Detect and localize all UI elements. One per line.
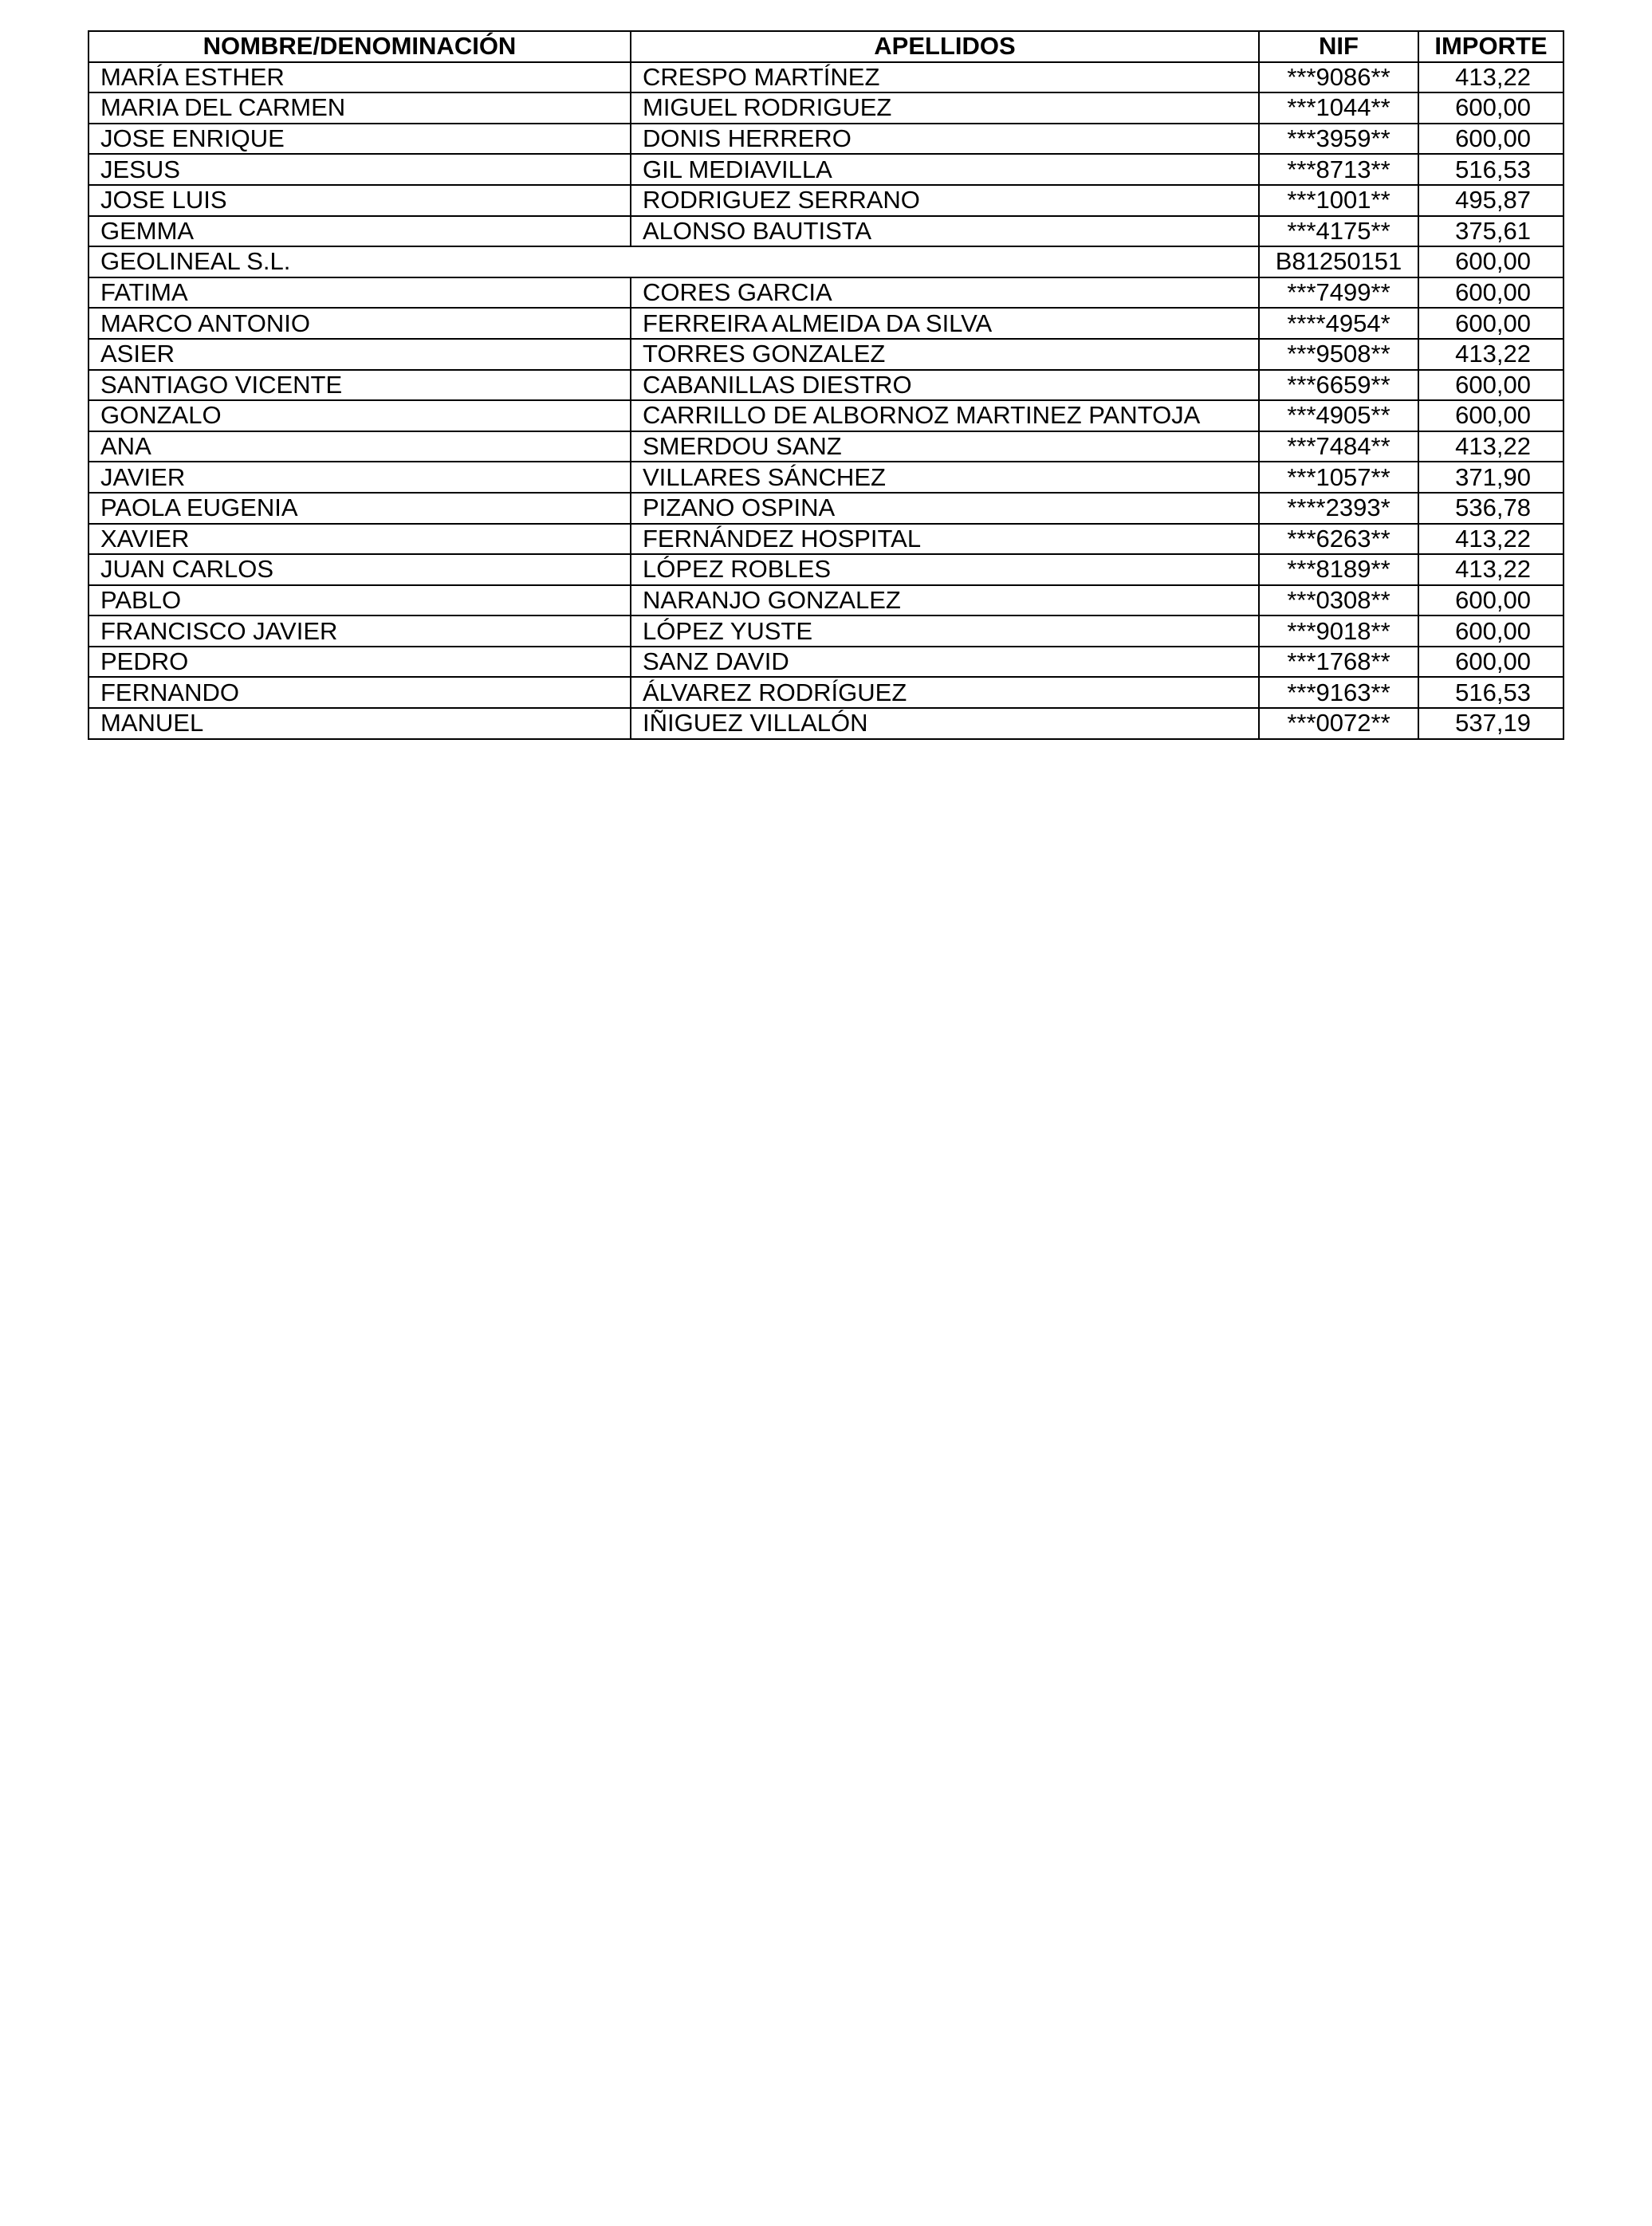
cell-nombre: JOSE ENRIQUE [88, 124, 631, 155]
cell-nombre: PAOLA EUGENIA [88, 493, 631, 524]
cell-apellidos: FERREIRA ALMEIDA DA SILVA [631, 308, 1259, 339]
table-row [88, 246, 1564, 277]
cell-nombre: FRANCISCO JAVIER [88, 615, 631, 647]
cell-apellidos: CABANILLAS DIESTRO [631, 370, 1259, 401]
cell-nif: ****4954* [1259, 308, 1418, 339]
cell-importe: 413,22 [1418, 554, 1564, 585]
cell-apellidos: IÑIGUEZ VILLALÓN [631, 708, 1259, 739]
table-header-row [88, 31, 1564, 62]
cell-importe: 413,22 [1418, 431, 1564, 462]
cell-apellidos: SANZ DAVID [631, 647, 1259, 678]
table-row [88, 124, 1564, 155]
cell-apellidos: CORES GARCIA [631, 277, 1259, 309]
table-row [88, 554, 1564, 585]
table-row [88, 462, 1564, 493]
table-row [88, 216, 1564, 247]
cell-importe: 600,00 [1418, 124, 1564, 155]
cell-nombre: FERNANDO [88, 677, 631, 708]
cell-importe: 495,87 [1418, 185, 1564, 216]
cell-nif: B81250151 [1259, 246, 1418, 277]
cell-apellidos: TORRES GONZALEZ [631, 339, 1259, 370]
cell-nombre: JESUS [88, 154, 631, 185]
header-apellidos: APELLIDOS [631, 31, 1259, 62]
table-row [88, 585, 1564, 616]
cell-apellidos: FERNÁNDEZ HOSPITAL [631, 524, 1259, 555]
cell-importe: 375,61 [1418, 216, 1564, 247]
cell-nif: ***8713** [1259, 154, 1418, 185]
cell-importe: 536,78 [1418, 493, 1564, 524]
cell-nombre: XAVIER [88, 524, 631, 555]
cell-nombre: PEDRO [88, 647, 631, 678]
beneficiaries-table [88, 30, 1564, 740]
cell-nif: ***7484** [1259, 431, 1418, 462]
cell-nombre: JUAN CARLOS [88, 554, 631, 585]
table-row [88, 370, 1564, 401]
cell-nif: ***7499** [1259, 277, 1418, 309]
table-row [88, 308, 1564, 339]
cell-apellidos: VILLARES SÁNCHEZ [631, 462, 1259, 493]
table-row [88, 677, 1564, 708]
cell-importe: 413,22 [1418, 339, 1564, 370]
cell-apellidos: RODRIGUEZ SERRANO [631, 185, 1259, 216]
cell-nif: ***0072** [1259, 708, 1418, 739]
cell-apellidos: GIL MEDIAVILLA [631, 154, 1259, 185]
cell-apellidos: CARRILLO DE ALBORNOZ MARTINEZ PANTOJA [631, 400, 1259, 431]
cell-apellidos: LÓPEZ YUSTE [631, 615, 1259, 647]
cell-nif: ***6263** [1259, 524, 1418, 555]
cell-importe: 600,00 [1418, 647, 1564, 678]
cell-nombre: GONZALO [88, 400, 631, 431]
cell-importe: 516,53 [1418, 677, 1564, 708]
cell-importe: 600,00 [1418, 370, 1564, 401]
cell-nombre: SANTIAGO VICENTE [88, 370, 631, 401]
cell-apellidos: LÓPEZ ROBLES [631, 554, 1259, 585]
cell-nif: ***6659** [1259, 370, 1418, 401]
header-nif: NIF [1259, 31, 1418, 62]
cell-importe: 516,53 [1418, 154, 1564, 185]
cell-importe: 600,00 [1418, 585, 1564, 616]
cell-nif: ***4905** [1259, 400, 1418, 431]
table-row [88, 615, 1564, 647]
cell-importe: 600,00 [1418, 277, 1564, 309]
cell-nombre: PABLO [88, 585, 631, 616]
cell-importe: 600,00 [1418, 246, 1564, 277]
cell-apellidos: CRESPO MARTÍNEZ [631, 62, 1259, 93]
cell-importe: 537,19 [1418, 708, 1564, 739]
table-row [88, 277, 1564, 309]
table-row [88, 185, 1564, 216]
cell-apellidos: PIZANO OSPINA [631, 493, 1259, 524]
header-importe: IMPORTE [1418, 31, 1564, 62]
cell-nombre: ASIER [88, 339, 631, 370]
cell-importe: 371,90 [1418, 462, 1564, 493]
table-row [88, 647, 1564, 678]
cell-nif: ***9086** [1259, 62, 1418, 93]
cell-importe: 600,00 [1418, 400, 1564, 431]
table-row [88, 524, 1564, 555]
cell-nif: ****2393* [1259, 493, 1418, 524]
cell-nif: ***1057** [1259, 462, 1418, 493]
table-body [88, 62, 1564, 739]
cell-apellidos: NARANJO GONZALEZ [631, 585, 1259, 616]
cell-nif: ***9018** [1259, 615, 1418, 647]
cell-nombre: GEOLINEAL S.L. [88, 246, 1259, 277]
cell-nif: ***3959** [1259, 124, 1418, 155]
cell-nif: ***9508** [1259, 339, 1418, 370]
cell-nif: ***4175** [1259, 216, 1418, 247]
cell-nif: ***0308** [1259, 585, 1418, 616]
cell-nombre: MARIA DEL CARMEN [88, 92, 631, 124]
cell-nif: ***1768** [1259, 647, 1418, 678]
cell-apellidos: MIGUEL RODRIGUEZ [631, 92, 1259, 124]
table-row [88, 339, 1564, 370]
cell-apellidos: DONIS HERRERO [631, 124, 1259, 155]
cell-nombre: GEMMA [88, 216, 631, 247]
header-nombre: NOMBRE/DENOMINACIÓN [88, 31, 631, 62]
table-row [88, 92, 1564, 124]
cell-apellidos: SMERDOU SANZ [631, 431, 1259, 462]
table-row [88, 154, 1564, 185]
cell-nombre: ANA [88, 431, 631, 462]
cell-importe: 413,22 [1418, 62, 1564, 93]
table-row [88, 493, 1564, 524]
cell-nombre: MARCO ANTONIO [88, 308, 631, 339]
cell-apellidos: ALONSO BAUTISTA [631, 216, 1259, 247]
cell-importe: 600,00 [1418, 92, 1564, 124]
table-row [88, 708, 1564, 739]
cell-importe: 413,22 [1418, 524, 1564, 555]
cell-importe: 600,00 [1418, 308, 1564, 339]
cell-nombre: MARÍA ESTHER [88, 62, 631, 93]
cell-nif: ***1001** [1259, 185, 1418, 216]
table-row [88, 431, 1564, 462]
cell-importe: 600,00 [1418, 615, 1564, 647]
cell-nif: ***1044** [1259, 92, 1418, 124]
cell-apellidos: ÁLVAREZ RODRÍGUEZ [631, 677, 1259, 708]
cell-nombre: JOSE LUIS [88, 185, 631, 216]
cell-nif: ***8189** [1259, 554, 1418, 585]
table-row [88, 62, 1564, 93]
cell-nif: ***9163** [1259, 677, 1418, 708]
cell-nombre: JAVIER [88, 462, 631, 493]
cell-nombre: MANUEL [88, 708, 631, 739]
cell-nombre: FATIMA [88, 277, 631, 309]
table-row [88, 400, 1564, 431]
